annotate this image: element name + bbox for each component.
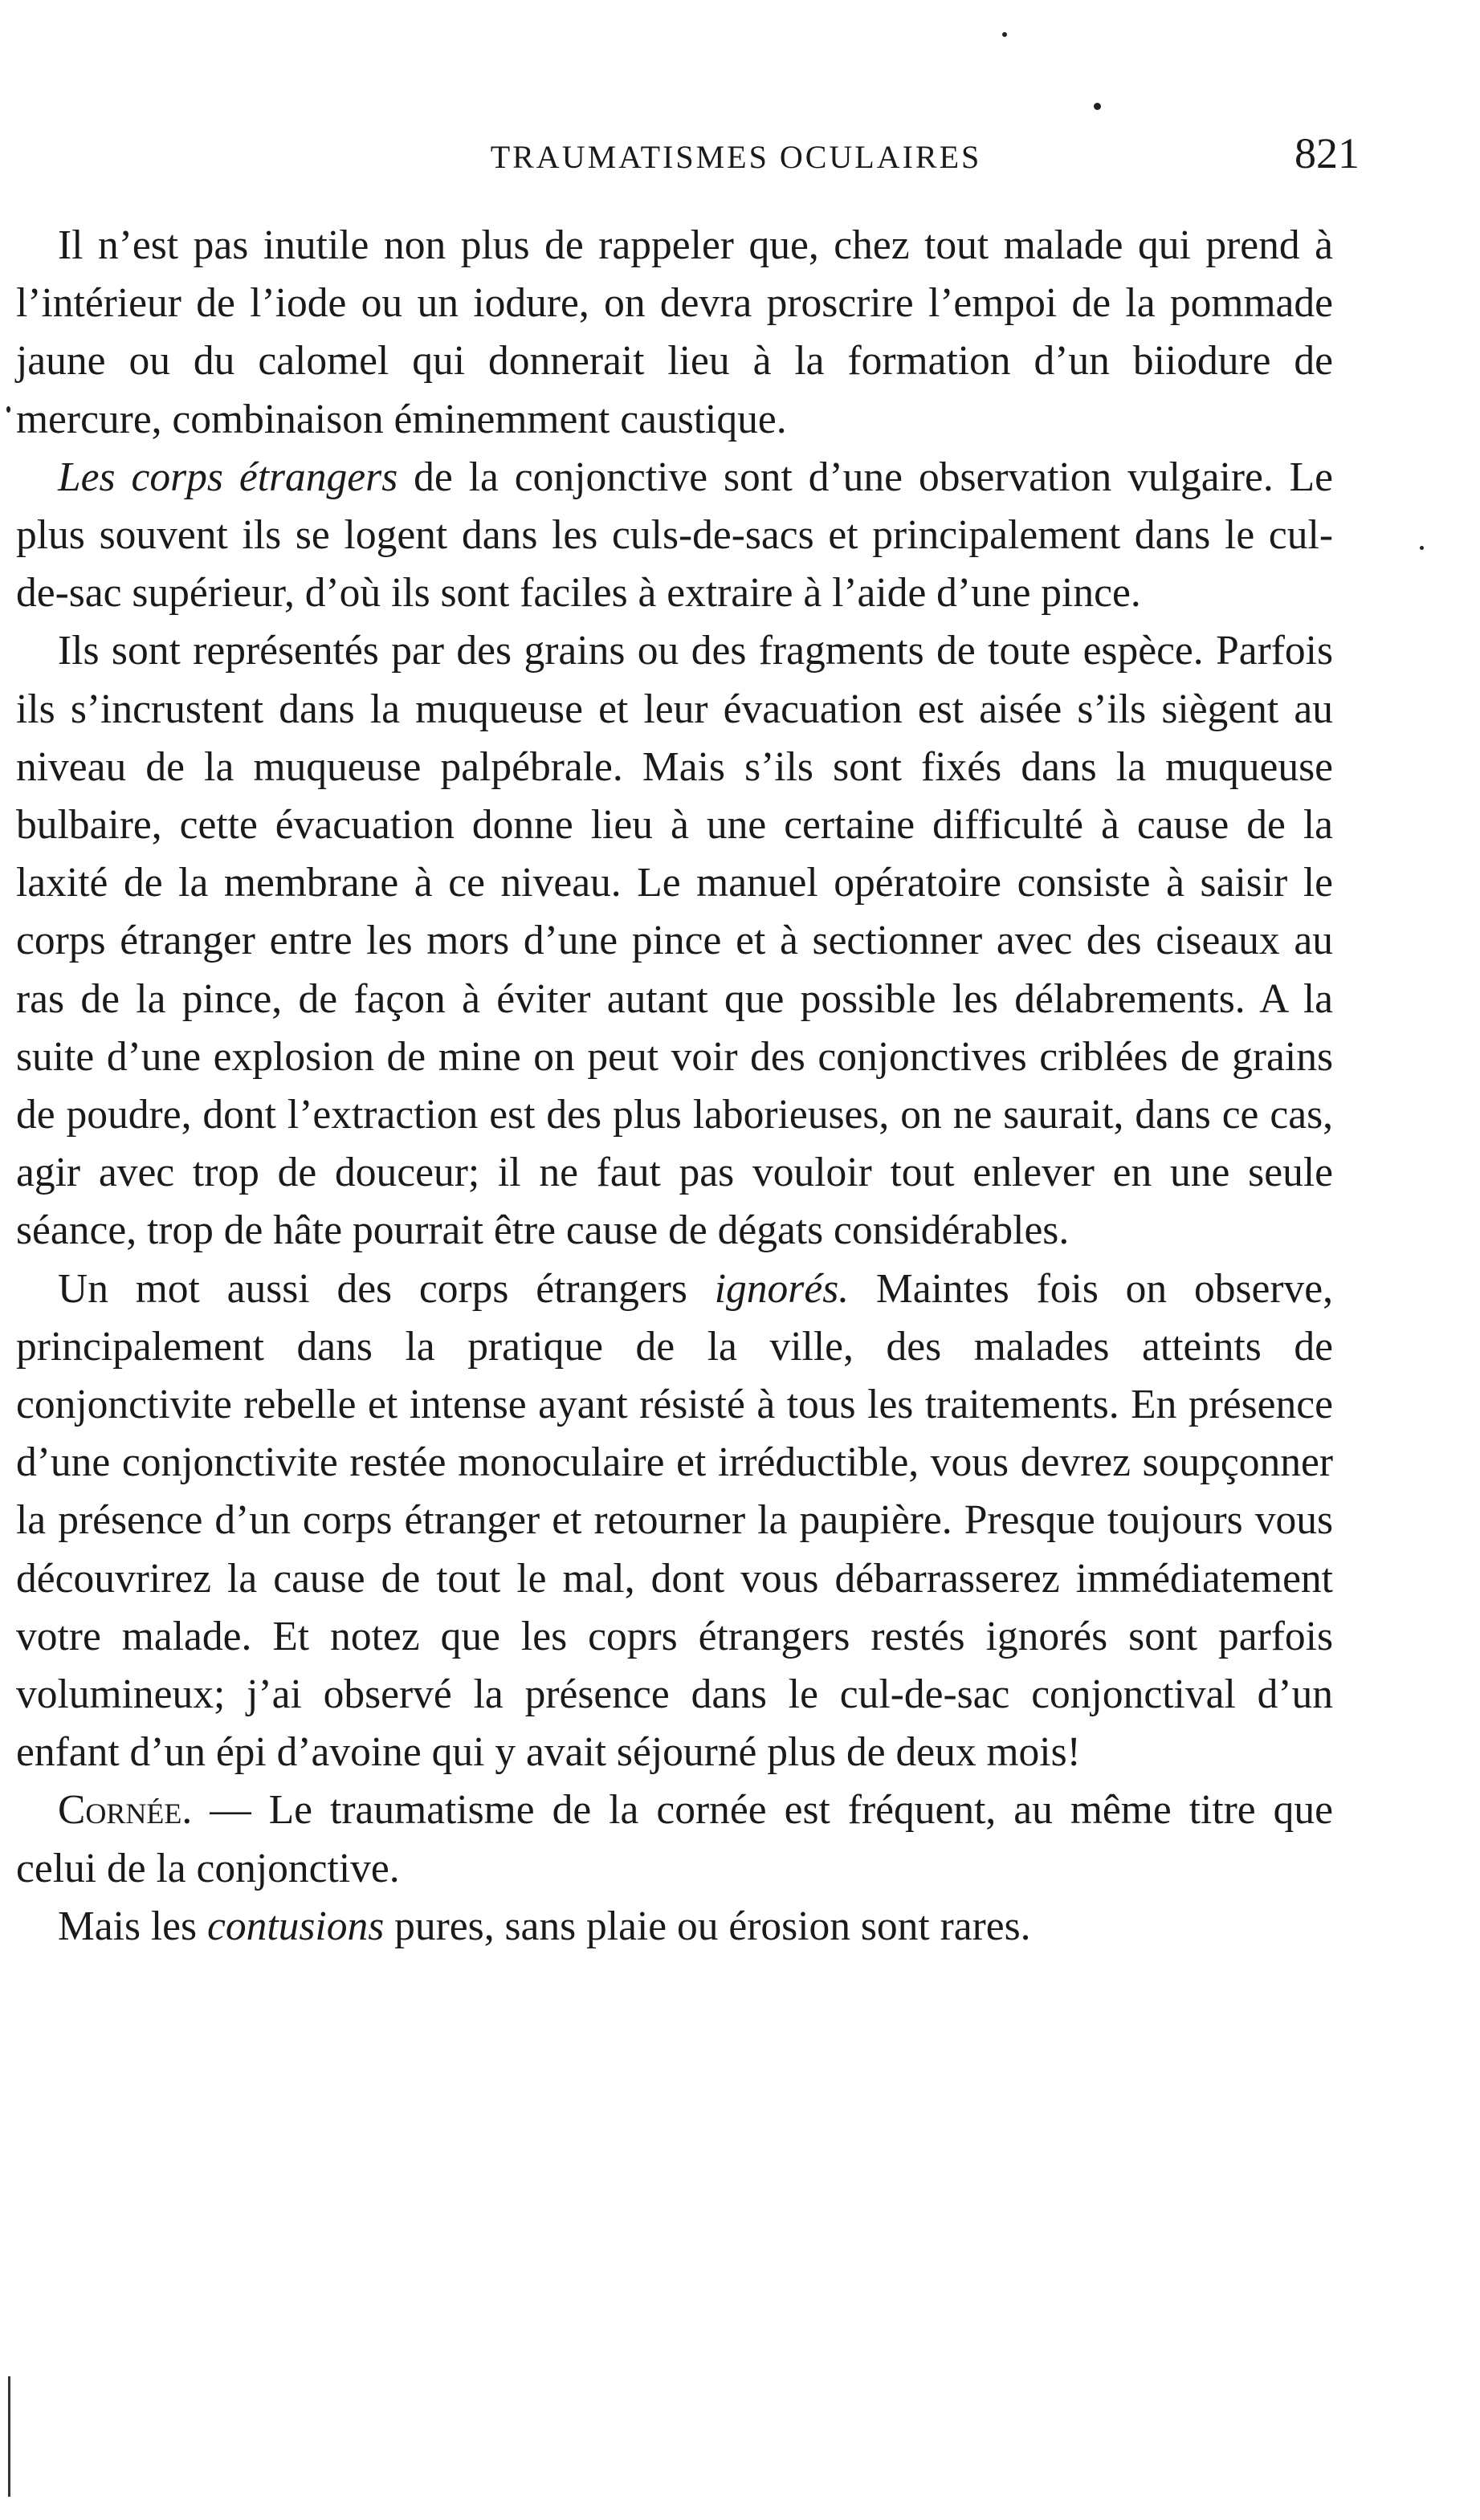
scan-speck [1420,546,1424,550]
scan-speck [6,406,10,413]
italic-term-contusions: contusions [206,1903,385,1949]
body-text [16,217,1333,1956]
paragraph-corps-ignores-lead: Un mot aussi des corps étrangers [58,1265,715,1312]
page-header [112,128,1360,185]
page-number: 821 [1294,129,1360,177]
paragraph-corps-ignores [16,1260,1333,1782]
section-heading-cornee: Cornée. [58,1787,193,1834]
paragraph-cornee-text: — Le traumatisme de la cornée est fréquent, au même titre que celui de la conjonctive. [16,1787,1333,1891]
paragraph-contusions-text: pures, sans plaie ou érosion sont rares. [384,1903,1031,1949]
paragraph-contusions-lead: Mais les [58,1903,207,1949]
italic-term-ignores: ignorés. [714,1265,850,1312]
paragraph-contusions [16,1898,1333,1956]
paragraph-grains-fragments: Ils sont représentés par des grains ou des fragments de toute espèce. Parfois ils s’incrustent dans la muqueuse et leur évacuation est aisée s’ils siègent au niveau de la muqueuse palpébrale. Mais s’ils sont fixés dans la muqueuse bulbaire, cette évacuation donne lieu à une certaine difficulté à cause de la laxité de la membrane à ce niveau. Le manuel opératoire consiste à saisir le corps étranger entre les mors d’une pince et à sectionner avec des ciseaux au ras de la pince, de façon à éviter autant que possible les délabrements. A la suite d’une explosion de mine on peut voir des conjonctives criblées de grains de poudre, dont l’extraction est des plus laborieuses, on ne saurait, dans ce cas, agir avec trop de douceur; il ne faut pas vouloir tout enlever en une seule séance, trop de hâte pourrait être cause de dégats considérables. [16,628,1333,1254]
scan-edge-mark [8,2376,10,2497]
scan-speck [1094,103,1101,110]
paragraph-corps-etrangers-text: de la conjonctive sont d’une observation vulgaire. Le plus souvent ils se logent dans les culs-de-sacs et principalement dans le cul-de-sac supérieur, d’où ils sont faciles à extraire à l’aide d’une pince. [16,454,1333,617]
italic-term-corps-etrangers: Les corps étrangers [58,454,398,500]
paragraph-corps-ignores-text: Maintes fois on observe, principalement dans la pratique de la ville, des malades atteints de conjonctivite rebelle et intense ayant résisté à tous les traitements. En présence d’une conjonctivite restée monoculaire et irréductible, vous devrez soupçonner la présence d’un corps étranger et retourner la paupière. Presque toujours vous découvrirez la cause de tout le mal, dont vous débarrasserez immédiatement votre malade. Et notez que les coprs étrangers restés ignorés sont parfois volumineux; j’ai observé la présence dans le cul-de-sac conjonctival d’un enfant d’un épi d’avoine qui y avait séjourné plus de deux mois! [16,1265,1333,1776]
paragraph-iode: Il n’est pas inutile non plus de rappeler que, chez tout malade qui prend à l’intérieur de l’iode ou un iodure, on devra proscrire l’empoi de la pommade jaune ou du calomel qui donnerait lieu à la formation d’un biiodure de mercure, combinaison éminemment caustique. [16,222,1333,442]
scan-speck [1002,32,1007,37]
paragraph-corps-etrangers [16,449,1333,623]
running-title: TRAUMATISMES OCULAIRES [490,139,982,175]
paragraph-cornee [16,1781,1333,1897]
